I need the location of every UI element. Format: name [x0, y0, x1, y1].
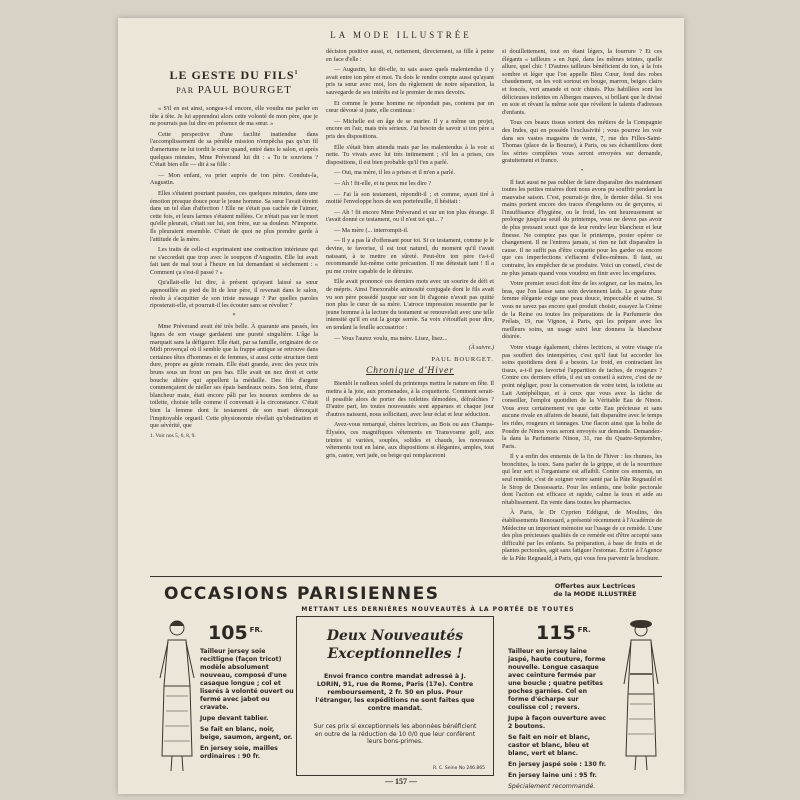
- fashion-figure-right-illustration: [616, 614, 666, 774]
- paragraph: Elle s'était bien attendu mais par les malentendus à la voir si nette. Tu vivais avec lui très intimement ; s'il les a prises, ces dispositions, il est bien probable qu'il t'en a parlé.: [326, 143, 494, 166]
- right-desc-jersey-1-price: 130 fr.: [583, 761, 607, 768]
- left-desc-colors: Se fait en blanc, noir, beige, saumon, argent, or.: [200, 726, 293, 741]
- paragraph: — J'ai là son testament, répondit-il ; et comme, ayant tiré à moitié l'enveloppe hors de son portefeuille, il hésitait :: [326, 190, 494, 206]
- paragraph: Votre visage également, chères lectrices, si votre visage n'a pas souffert des intempéries, c'est qu'il faut lui accorder les soins quotidiens dont il a besoin. Le froid, en contractant les tissus, a-t-il pas favorisé l'apparition de taches, de rougeurs ? Contre ces derniers effets, il est un conseil à suivre, c'est de ne point négliger, pour la conservation de votre teint, la toilette au Lait Antéphélique, et à ceux que vous avez la tâche de conseiller, l'emploi quotidien de la Véritable Eau de Ninon. Vous avez certainement vu que cette Eau précieuse et sans aucune rivale en affaires de beauté, fait disparaître avec le temps les rides, rougeurs et tannages. Une flacon ainsi que la boîte de Poudre de Ninon vous seront envoyés sur demande. Demandez-la dans la Parfumerie Ninon, 31, rue du Quatre-Septembre, Paris.: [502, 343, 662, 450]
- right-price-value: 115: [536, 622, 576, 644]
- paragraph: Mme Préverand avait été très belle. À quarante ans passés, les lignes de son visage gardaient une pureté singulière. L'âge la marquait sans la défigurer. Elle était, par sa famille, originaire de ce Midi provençal où il semble que la frappe antique se retrouve dans certaines têtes d'hommes et de femmes, si aussi cette structure tient dure, propre au génie romain. Elle était grande, avec des yeux très bruns sous un front un peu bas. Elle avait un nez droit et cette bouche altière qui appellent la médaille. Des fils d'argent commençaient de nieller ses épais bandeaux noirs. Son teint, d'une blancheur mate, était encore pâli par les noueux sombres de sa toilette, choisie telle comme il convenait à la circonstance. C'était bien la femme dont le testament de son mari dénonçait l'impitoyable orgueil. Cette physionomie révélait qu'obstination et que sévérité, que: [150, 323, 318, 430]
- article-column-3: [502, 48, 662, 568]
- title-footnote-mark: 1: [294, 70, 299, 76]
- advert-offer: [520, 582, 670, 598]
- right-price-currency: FR.: [577, 625, 591, 634]
- paragraph: — Ma mère (... interrompit-il.: [334, 226, 409, 234]
- paragraph: À Paris, le Dr Cyprien Eddigrat, de Moulins, des établissements Renouard, a présenté récemment à l'Académie de Médecine un important mémoire sur l'usage de ce remède. L'une des plus précieuses qualités de ce remède est d'être accepté sans difficulté par les enfants. Sa préparation, à base de fruits et de plantes pectorales, agit sans fatiguer l'estomac. Écrire à l'Agence de la Pâte Regnauld, à Paris, qui vous fera parvenir la brochure.: [502, 509, 662, 562]
- left-description: [200, 648, 296, 764]
- advert-top-rule: [150, 576, 662, 577]
- paragraph: — Michelle est en âge de se marier. Il y a même un projet, encore en l'air, mais très sérieux. J'ai besoin de savoir si ton père a pris des dispositions.: [326, 117, 494, 140]
- paragraph: — Vous l'aurez voulu, ma mère. Lisez, lisez...: [334, 334, 448, 342]
- left-price-currency: FR.: [249, 625, 263, 634]
- heading-line-1: Deux Nouveautés: [326, 628, 464, 644]
- right-desc-skirt: Jupe à façon ouverture avec 2 boutons.: [508, 715, 606, 730]
- left-price: [208, 622, 263, 644]
- article-title-text: LE GESTE DU FILS: [169, 68, 295, 82]
- paragraph: Et comme le jeune homme ne répondait pas, contenu par un cœur dévoué si juste, elle continua :: [326, 99, 494, 115]
- byline-par: PAR: [176, 86, 195, 95]
- right-desc-jersey-2: En jersey laine uni :: [508, 772, 577, 779]
- section-separator: *: [232, 312, 236, 319]
- article-column-1: [150, 48, 318, 568]
- advert-offer-line-2: de la MODE ILLUSTRÉE: [553, 590, 637, 598]
- paragraph: — Mon enfant, va prier auprès de ton père. Conduis-la, Augustin.: [150, 171, 318, 187]
- left-price-value: 105: [208, 622, 248, 644]
- article-author: PAUL BOURGET: [197, 84, 292, 96]
- registration-number: R. C. Seine No 246.865: [433, 766, 485, 771]
- paragraph: Elles s'étaient pourtant passées, ces quelques minutes, dans une émotion presque douce pour le jeune homme. Sa sœur l'avait étreint dans un tel élan d'affection ! Elle ne s'était pas cachée de l'aimer, cette fois, et leurs larmes s'étaient mêlées. Ce n'était pas sur le mort qu'elle pleurait, c'était sur lui, son frère, sur sa douleur. N'importe. Ils pleuraient ensemble. C'était de quoi ne plus prendre garde à l'attitude de la mère.: [150, 189, 318, 243]
- advert-subtitle: METTANT LES DERNIÈRES NOUVEAUTÉS À LA PORTÉE DE TOUTES: [301, 606, 575, 613]
- paragraph: — Augustin, lui dit-elle, tu sais assez quels malentendus il y avait entre ton père et moi. Tu dois le rendre compte aussi qu'ayant pris ta sœur avec moi, lors du règlement de notre séparation, la sauvegarde de ses intérêts est le premier de mes devoirs.: [326, 66, 494, 96]
- right-desc-colors: Se fait en noir et blanc, castor et blanc, bleu et blanc, vert et blanc.: [508, 734, 591, 757]
- paragraph: « S'il en est ainsi, songea-t-il encore, elle voudra me parler en tête à tête. Je lui apprendrai alors cette volonté de mon père, que je ne pourrais pas lui dire en présence de ma sœur. »: [150, 105, 318, 128]
- subscriber-conditions: Sur ces prix si exceptionnels les abonnées bénéficient en outre de la réduction de 10 0/0 que leur confèrent leurs bons-primes.: [313, 723, 477, 746]
- advert-offer-line-1: Offertes aux Lectrices: [554, 582, 636, 590]
- right-desc-jersey-2-price: 95 fr.: [578, 772, 597, 779]
- paragraph: si douillettement, tout en étant légers, la fourrure ? Et ces élégants « tailleurs » en Jupé, dans les mêmes teintes, quelle allure, quel chic ! D'autres tailleurs bénéficient du ton, à la fois sombre et léger que l'on appelle Bleu Cœur, fond des robes chaudement, on les voit sortout en bouge, marron, beiges clairs et foncés, vert amande et noir chinés. Plus habillées sont les délicieuses toilettes en Alberges mauves, si brillant que le divisé en soie et rêvant la même soie que révèlent le talents d'adresses d'enfants.: [502, 48, 662, 116]
- advert-center-box: [296, 616, 494, 776]
- paragraph: Il y a enfin des ennemis de la fin de l'hiver : les rhumes, les bronchites, la toux. Sans parler de la grippe, et de la nourriture qui leur sert si l'organisme est affaibli. Contre ces ennemis, un seul remède, c'est de soigner votre santé par la Pâte Regnauld et le Sirop de Dessessartz. Pour les enfants, une boîte pectorale dont l'action est efficace et rapide, calme la toux et aide au rétablissement. En vente dans toutes les pharmacies.: [502, 453, 662, 506]
- fashion-figure-left-illustration: [154, 616, 200, 776]
- running-title: LA MODE ILLUSTRÉE: [330, 30, 472, 40]
- paragraph: — Oui, ma mère, il les a prises et il m'en a parlé.: [334, 169, 455, 177]
- heading-line-2: Exceptionnelles !: [327, 646, 463, 662]
- paragraph: — Ah ! fit-elle, et tu peux me les dire ?: [334, 179, 432, 187]
- magazine-page: [118, 18, 684, 794]
- to-be-continued: (À suivre.): [468, 345, 494, 352]
- right-price: [536, 622, 591, 644]
- paragraph: Votre premier souci doit être de les soigner, car les mains, les bras, que l'on laisse sans soin deviennent laids. Le geste d'une femme élégante exige une peau douce, impeccable et saine. Si vous ne savez pas encore quel produit choisir, essayez la Crème de la Reine ou toutes les préparations de la Parfumerie des Prélats, 19, rue Vignon, à Paris, qui les prépare avec les meilleurs soins, un usage suivi leur donnera la blancheur désirée.: [502, 280, 662, 341]
- right-description: [508, 648, 608, 794]
- chronique-title: Chronique d'Hiver: [365, 366, 455, 377]
- left-desc-skirt: Jupe devant tablier.: [200, 715, 269, 722]
- order-instructions: Envoi franco contre mandat adressé à J. LORIN, 91, rue de Rome, Paris (17e). Contre remboursement, 2 fr. 50 en plus. Pour l'étranger, les expéditions ne sont faites que contre mandat.: [315, 673, 475, 712]
- article-column-2: [326, 48, 494, 568]
- paragraph: Les traits de celle-ci exprimaient une contraction intérieure qui ne s'accordait que trop avec le soupçon d'Augustin. Elle lui avait fait tant de mal tout à l'heure en lui demandant si sèchement : « Comment ça s'est-il passé ? »: [150, 246, 318, 276]
- paragraph: décision positive aussi, et, nettement, directement, sa fille à peine en face d'elle :: [326, 48, 494, 63]
- right-desc-jersey-1: En jersey jaspé soie :: [508, 761, 582, 768]
- page-number: — 157 —: [385, 777, 417, 786]
- article-byline: [150, 84, 318, 97]
- left-desc-text: Tailleur jersey soie recitligne (façon tricot) modèle absolument nouveau, composé d'une casaque longue ; col et liserés à volonté ouvert ou fermé avec jabot ou cravate.: [200, 648, 294, 711]
- paragraph: — Ah ! fit encore Mme Préverand et sur un ton plus étrange. Il t'avait donné ce testament, ou il n'est toi qui... ?: [326, 208, 494, 224]
- article-signature: PAUL BOURGET.: [431, 355, 494, 363]
- right-recommendation: Spécialement recommandé.: [508, 783, 596, 790]
- paragraph: Tous ces beaux tissus sortent des métiers de la Compagnie des Indes, qui en possède l'exclusivité ; vous pourrez les voir dans ses vastes magasins de vente, 7, rue des Filles-Saint-Thomas (place de la Bourse), à Paris, ou ses échantillons dont les séries complètes vous seront envoyées sur demande, gratuitement et franco.: [502, 119, 662, 165]
- left-desc-wool-price: 90 fr.: [242, 753, 261, 760]
- left-desc-wool: En jersey soie, mailles ordinaires :: [200, 745, 278, 760]
- advert-center-heading: [297, 627, 493, 663]
- advert-title: OCCASIONS PARISIENNES: [164, 584, 440, 604]
- paragraph: — Il y a pas là d'offensant pour toi. Si ce testament, comme je le devine, te favorise, il est tout naturel, du moment qu'il t'avait naissant, à te mettre en sûreté. Peut-être ton père t'a-t-il recommandé lui-même cette précaution. Il me détestait tant ! Il a pu me croire capable de le détruire.: [326, 237, 494, 275]
- footnote: 1. Voir nos 5, 6, 8, 9.: [150, 432, 196, 439]
- paragraph: Il faut aussi ne pas oublier de faire disparaître des maintenant toutes les petites misères dont nous avons pu souffrir pendant la mauvaise saison. C'est, pourrait-je dire, le dernier délai. Si vos mains portent encore des traces d'engelures ou de gerçures, si l'insuffisance d'hygiène, ou le froid, les ont heureusement se prolonge jusqu'au seuil du printemps, vous ne devez pas avoir de plus pressant souci que de leur rendre leur blancheur et leur finesse. Ne comptez pas que le printemps, poster opérer ce changement. Il ne l'entrera jamais, si rien ne fait disparaître la cause. Il ne suffit pas d'être coquette pour les garder ou encore que ces imperfections s'effacent d'elles-mêmes. Il faut, au contraire, les empêcher de se produire. Voici un conseil, c'est de ne plus jamais quand vous voudrez en finir avec les engelures.: [502, 178, 662, 277]
- paragraph: Elle avait prononcé ces derniers mots avec un sourire de défi et de mépris. Ainsi l'inexorable animosité conjugale dont le fils avait vu son père possédé jusque sur son lit d'agonie n'avait pas quitté non plus le cœur de sa mère. L'atroce impression ressentie par le jeune homme à la lecture du testament se renouvelait avec une telle intensité qu'il en eut la gorge serrée. Sa voix s'étouffait pour dire, en tendant la feuille accusatrice :: [326, 278, 494, 331]
- section-dot: •: [580, 167, 584, 174]
- article-title: [150, 66, 318, 82]
- paragraph: Qu'allait-elle lui dire, à présent qu'ayant laissé sa sœur agenouillée au pied du lit de leur père, il revenait dans le salon, résolu à s'acquitter de son triste message ? Par quelles paroles riposterait-elle, et pourrait-il les écouter sans se révolter ?: [150, 279, 318, 310]
- paragraph: Cette perspective d'une facilité inattendue dans l'accomplissement de sa pénible mission n'empêcha pas qu'un fil d'amertume ne lui tordit le cœur quand, entré dans le salon, et après quelques minutes, Mme Préverand lui dit : « Tu te souviens ? C'était bien elle — dit à sa fille :: [150, 130, 318, 169]
- paragraph: Bientôt le radieux soleil du printemps mettra le nature en fête. Il mettra à la joie, aux promenades, à la coquetterie. Comment serait-il possible alors de porter des toilettes démodées, défraîchies ? D'autre part, les toutes nouveautés sont apparues et chaque jour d'autres naissent, nous sollicitant, avec leur éclat et leur séduction.: [326, 380, 494, 418]
- paragraph: Avez-vous remarqué, chères lectrices, au Bois ou aux Champs-Élysées, ces magnifiques vêtements en Transvosme golf, aux teintes si variées, souples, solides et chauds, les nouveaux vêtements tout en laine, aux dispositions si élégantes, amples, tout gris, castor, vert jade, ou beige qui remplaceront: [326, 421, 494, 459]
- right-desc-text: Tailleur en jersey laine jaspé, haute couture, forme nouvelle. Longue casaque avec ceinture fermée par une boucle ; quatre petites poches garnies. Col en forme d'écharpe sur coulisse col ; revers.: [508, 648, 606, 711]
